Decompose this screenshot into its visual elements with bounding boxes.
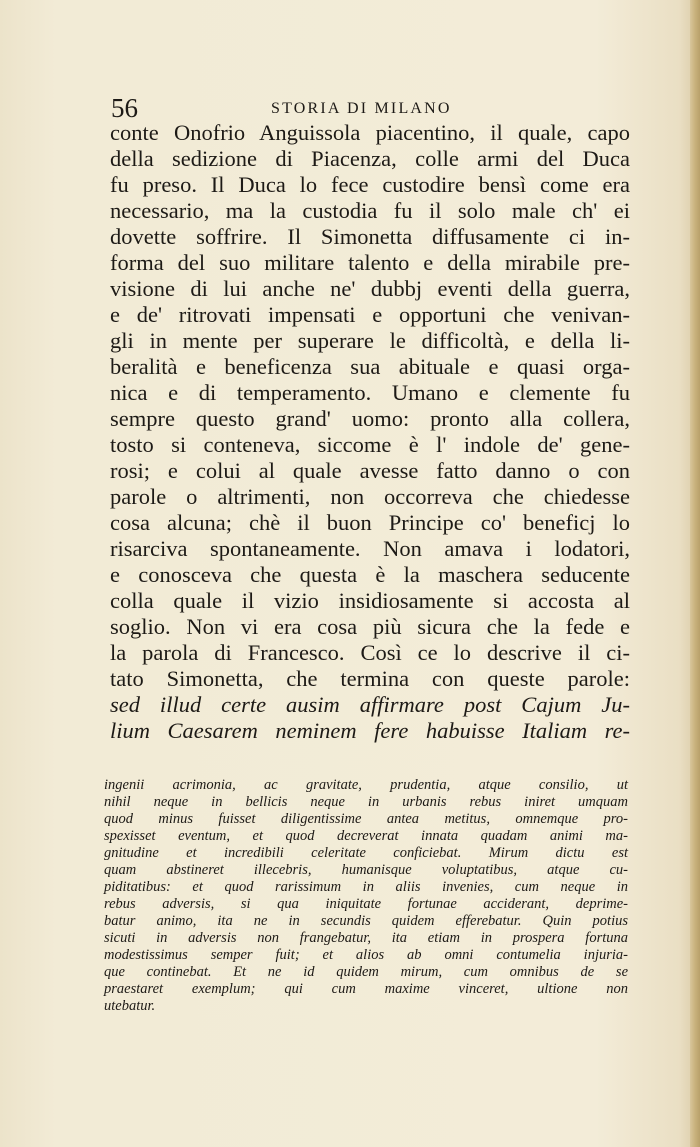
text-line: visione di lui anche ne' dubbj eventi della guerra,: [110, 276, 630, 301]
text-line: necessario, ma la custodia fu il solo male ch' ei: [110, 198, 630, 223]
text-line: forma del suo militare talento e della mirabile pre-: [110, 250, 630, 275]
text-line: risarciva spontaneamente. Non amava i lodatori,: [110, 536, 630, 561]
text-line: tato Simonetta, che termina con queste parole:: [110, 666, 630, 691]
running-title: STORIA DI MILANO: [271, 100, 452, 117]
footnote-line: sicuti in adversis non frangebatur, ita etiam in prospera fortuna: [104, 930, 628, 946]
footnote-line: praestaret exemplum; qui cum maxime vinceret, ultione non: [104, 981, 628, 997]
text-line: dovette soffrire. Il Simonetta diffusamente ci in-: [110, 224, 630, 249]
italic-text-line: lium Caesarem neminem fere habuisse Italiam re-: [110, 718, 630, 743]
text-line: beralità e beneficenza sua abituale e quasi orga-: [110, 354, 630, 379]
text-line: tosto si conteneva, siccome è l' indole de' gene-: [110, 432, 630, 457]
footnote-line: ingenii acrimonia, ac gravitate, prudentia, atque consilio, ut: [104, 777, 628, 793]
footnote-line: piditatibus: et quod rarissimum in aliis invenies, cum neque in: [104, 879, 628, 895]
text-line: cosa alcuna; chè il buon Principe co' beneficj lo: [110, 510, 630, 535]
footnote: [104, 777, 628, 1015]
text-line: rosi; e colui al quale avesse fatto danno o con: [110, 458, 630, 483]
footnote-line: quod minus fuisset diligentissime antea metitus, omnemque pro-: [104, 811, 628, 827]
page-header: [111, 93, 631, 123]
text-line: conte Onofrio Anguissola piacentino, il quale, capo: [110, 120, 630, 145]
text-line: gli in mente per superare le difficoltà, e della li-: [110, 328, 630, 353]
footnote-line: quam abstineret illecebris, humanisque voluptatibus, atque cu-: [104, 862, 628, 878]
italic-text-line: sed illud certe ausim affirmare post Cajum Ju-: [110, 692, 630, 717]
footnote-line: utebatur.: [104, 998, 156, 1014]
text-line: parole o altrimenti, non occorreva che chiedesse: [110, 484, 630, 509]
text-line: e de' ritrovati impensati e opportuni che venivan-: [110, 302, 630, 327]
text-line: e conosceva che questa è la maschera seducente: [110, 562, 630, 587]
text-line: della sedizione di Piacenza, colle armi del Duca: [110, 146, 630, 171]
text-line: soglio. Non vi era cosa più sicura che la fede e: [110, 614, 630, 639]
text-line: sempre questo grand' uomo: pronto alla collera,: [110, 406, 630, 431]
footnote-line: nihil neque in bellicis neque in urbanis rebus iniret umquam: [104, 794, 628, 810]
main-text: [110, 120, 630, 744]
footnote-line: gnitudine et incredibili celeritate conficiebat. Mirum dictu est: [104, 845, 628, 861]
footnote-line: spexisset eventum, et quod decreverat innata quadam animi ma-: [104, 828, 628, 844]
footnote-line: batur animo, ita ne in secundis quidem efferebatur. Quin potius: [104, 913, 628, 929]
text-line: colla quale il vizio insidiosamente si accosta al: [110, 588, 630, 613]
text-line: fu preso. Il Duca lo fece custodire bensì come era: [110, 172, 630, 197]
footnote-line: modestissimus semper fuit; et alios ab omni contumelia injuria-: [104, 947, 628, 963]
text-line: nica e di temperamento. Umano e clemente fu: [110, 380, 630, 405]
text-line: la parola di Francesco. Così ce lo descrive il ci-: [110, 640, 630, 665]
page-number: 56: [111, 93, 138, 123]
page-edge: [690, 0, 700, 1147]
footnote-line: que continebat. Et ne id quidem mirum, cum omnibus de se: [104, 964, 628, 980]
footnote-line: rebus adversis, si qua iniquitate fortunae acciderant, deprime-: [104, 896, 628, 912]
